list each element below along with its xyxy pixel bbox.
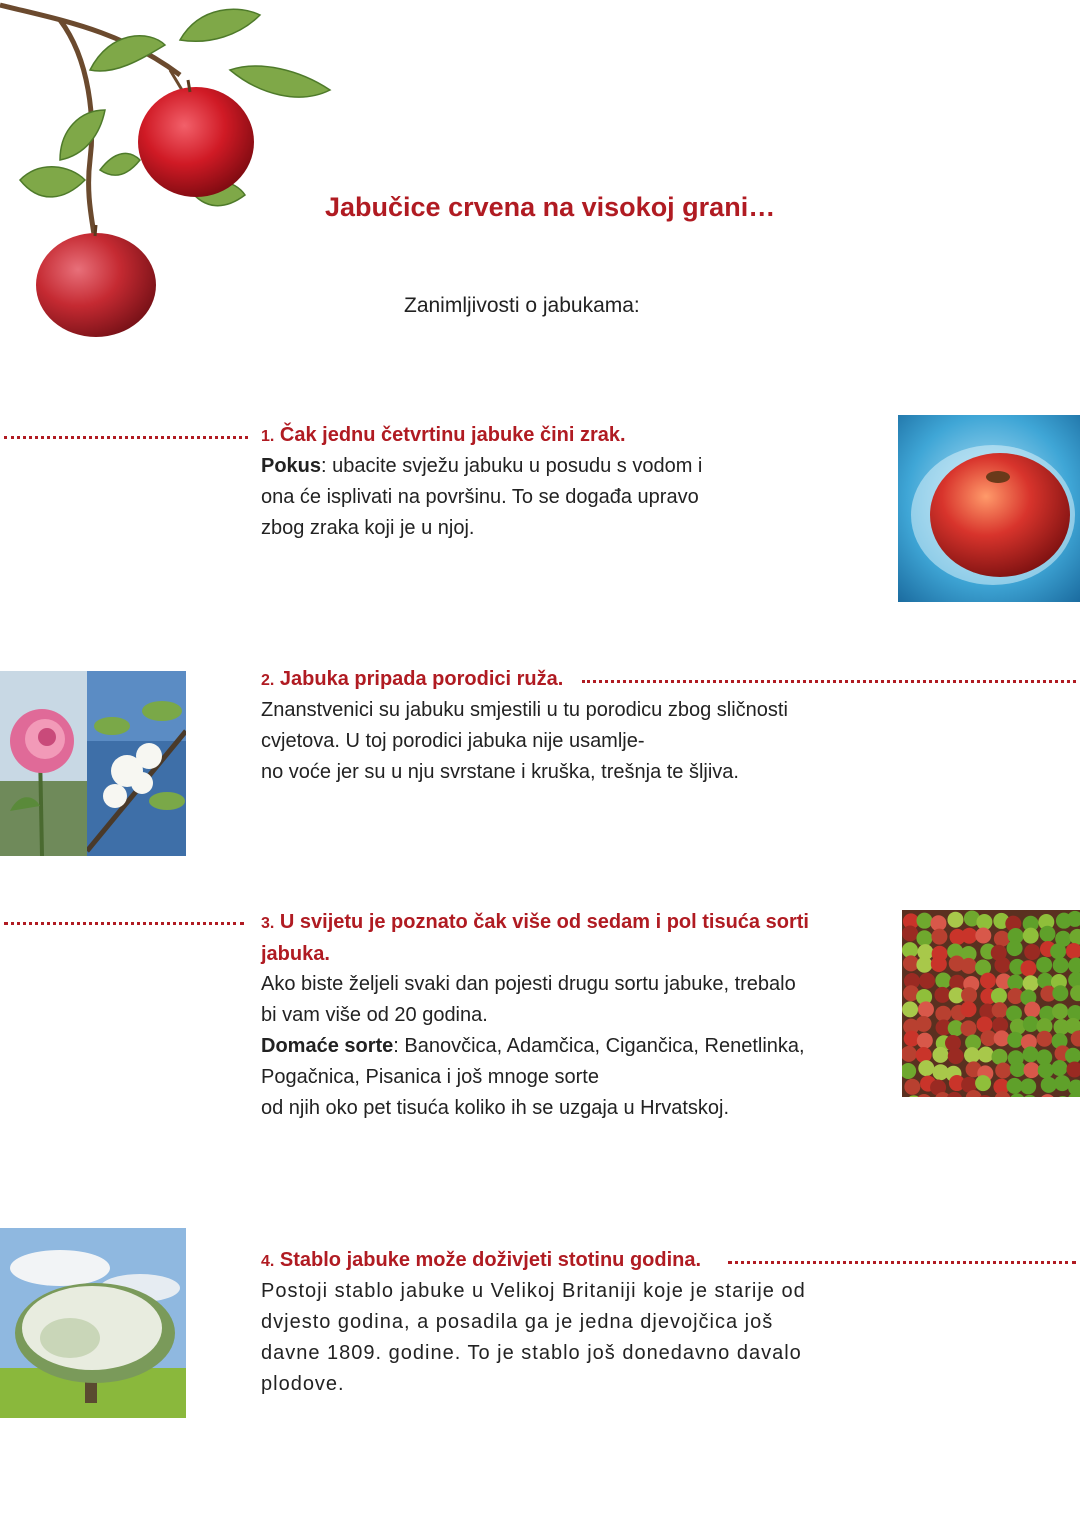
fact-4-line: dvjesto godina, a posadila ga je jedna djevojčica još <box>261 1311 774 1333</box>
fact-4-heading: Stablo jabuke može doživjeti stotinu godina. <box>279 1249 702 1271</box>
dotted-divider <box>582 680 1076 683</box>
fact-3-heading: U svijetu je poznato čak više od sedam i pol tisuća sorti <box>279 911 809 933</box>
fact-4-title <box>261 1245 701 1277</box>
fact-4-line: Postoji stablo jabuke u Velikoj Britaniji koje je starije od <box>261 1280 806 1302</box>
fact-3-line: Ako biste željeli svaki dan pojesti drugu sortu jabuke, trebalo <box>261 973 796 995</box>
page-subtitle: Zanimljivosti o jabukama: <box>404 294 640 317</box>
fact-2-heading: Jabuka pripada porodici ruža. <box>279 668 564 690</box>
apples-on-branch-image <box>0 0 340 345</box>
fact-3-text: : Banovčica, Adamčica, Cigančica, Renetlinka, <box>393 1035 805 1057</box>
fact-3-line: bi vam više od 20 godina. <box>261 1004 488 1026</box>
fact-4-line: plodove. <box>261 1373 345 1395</box>
dotted-divider <box>4 436 248 439</box>
apple-varieties-pile-image <box>902 910 1080 1097</box>
fact-2-line: cvjetova. U toj porodici jabuka nije usamlje- <box>261 730 645 752</box>
apple-in-water-image <box>898 415 1080 602</box>
page-title: Jabučice crvena na visokoj grani… <box>325 192 776 222</box>
fact-4-number: 4. <box>261 1253 275 1270</box>
fact-3-line: Pogačnica, Pisanica i još mnoge sorte <box>261 1066 599 1088</box>
fact-1-line <box>261 451 861 482</box>
fact-2-line: no voće jer su u nju svrstane i kruška, trešnja te šljiva. <box>261 761 739 783</box>
fact-1-body <box>261 451 861 544</box>
fact-2-line: Znanstvenici su jabuku smjestili u tu porodicu zbog sličnosti <box>261 699 788 721</box>
fact-3-line <box>261 1031 881 1062</box>
fact-3-body <box>261 969 881 1124</box>
fact-2-number: 2. <box>261 672 275 689</box>
fact-1-line: ona će isplivati na površinu. To se događa upravo <box>261 486 699 508</box>
fact-1-text: : ubacite svježu jabuku u posudu s vodom i <box>321 455 703 477</box>
fact-3-number: 3. <box>261 915 275 932</box>
fact-1-heading: Čak jednu četvrtinu jabuke čini zrak. <box>279 424 626 446</box>
fact-2-title <box>261 664 563 696</box>
fact-4-body <box>261 1276 901 1400</box>
fact-2-body <box>261 695 881 788</box>
fact-3-title-line: jabuka. <box>261 943 330 965</box>
fact-4-line: davne 1809. godine. To je stablo još donedavno davalo <box>261 1342 802 1364</box>
fact-1-title <box>261 420 626 452</box>
fact-3-line: od njih oko pet tisuća koliko ih se uzgaja u Hrvatskoj. <box>261 1097 730 1119</box>
apple-blossom-image <box>87 671 186 856</box>
blooming-apple-tree-image <box>0 1228 186 1418</box>
fact-3-title <box>261 907 809 970</box>
fact-3-label: Domaće sorte <box>261 1035 394 1057</box>
fact-3-title-line <box>261 907 809 939</box>
fact-1-label: Pokus <box>261 455 322 477</box>
fact-1-number: 1. <box>261 428 275 445</box>
dotted-divider <box>4 922 244 925</box>
fact-1-line: zbog zraka koji je u njoj. <box>261 517 475 539</box>
dotted-divider <box>728 1261 1076 1264</box>
rose-flower-image <box>0 671 87 856</box>
